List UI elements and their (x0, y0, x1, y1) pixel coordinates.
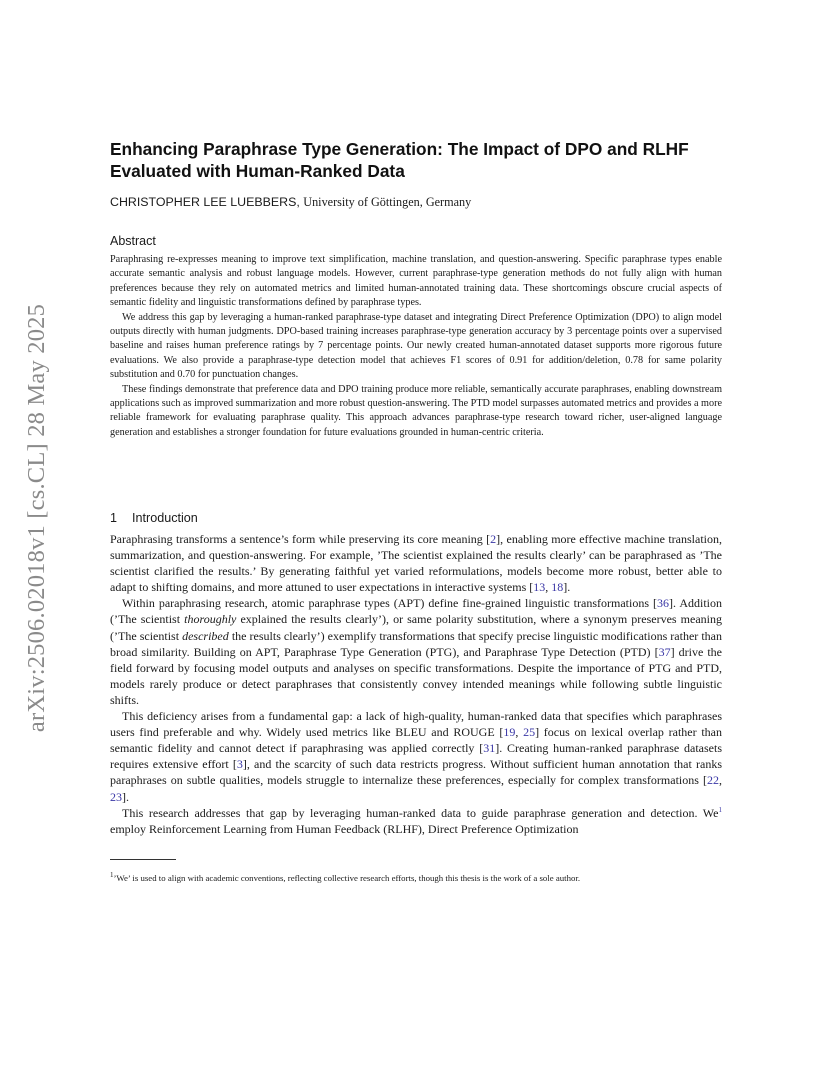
arxiv-identifier: arXiv:2506.02018v1 [cs.CL] 28 May 2025 (23, 303, 50, 733)
citation-link[interactable]: 37 (658, 644, 671, 659)
citation-link[interactable]: 25 (523, 725, 536, 740)
abstract (110, 253, 722, 440)
citation-link[interactable]: 19 (503, 725, 516, 740)
introduction-body (110, 531, 722, 837)
intro-paragraph: This deficiency arises from a fundamental gap: a lack of high-quality, human-ranked data that specifies which paraphrases users find preferable and why. Widely used metrics like BLEU and ROUGE [19, 25] focus on lexical overlap rather than semantic fidelity and cannot detect if paraphrasing was applied correctly [31]. Creating human-ranked paraphrase datasets requires extensive effort [3], and the scarcity of such data restricts progress. Without sufficient human annotation that ranks paraphrases on subtle qualities, models struggle to internalize these preferences, especially for complex transformations [22, 23]. (110, 709, 722, 804)
citation-link[interactable]: 2 (490, 532, 497, 546)
arxiv-stamp (17, 278, 57, 758)
intro-paragraph: Paraphrasing transforms a sentence’s form while preserving its core meaning [2], enabling more effective machine translation, summarization, and question-answering. For example, ’The scientist explained the results clearly’ can be paraphrased as ’The scientist clarified the results.’ By generating faithful yet varied reformulations, models become more robust, better able to adapt to shifting domains, and more attuned to user expectations in interactive systems [13, 18]. (110, 532, 723, 595)
author-affiliation: University of Göttingen, Germany (303, 195, 472, 209)
author-line (110, 194, 471, 210)
citation-link[interactable]: 22 (707, 773, 719, 788)
citation-link[interactable]: 31 (483, 741, 496, 756)
abstract-paragraph: We address this gap by leveraging a human-ranked paraphrase-type dataset and integrating Direct Preference Optimization (DPO) to align model outputs directly with human judgments. DPO-based training increases paraphrase-type generation accuracy by 3 percentage points over a supervised baseline and raises human preference ratings by 7 percentage points. Our newly created human-annotated dataset supports more rigorous future evaluations. We also provide a paraphrase-type detection model that achieves F1 scores of 0.91 for addition/deletion, 0.78 for same polarity substitution and 0.70 for punctuation changes. (110, 311, 722, 381)
footnote (110, 873, 580, 884)
citation-link[interactable]: 23 (110, 789, 122, 804)
intro-paragraph: Within paraphrasing research, atomic paraphrase types (APT) define fine-grained linguistic transformations [36]. Addition (’The scientist thoroughly explained the results clearly’), or same polarity substitution, where a synonym preserves meaning (’The scientist described the results clearly’) exemplify transformations that specify precise linguistic modifications rather than broad similarity. Building on APT, Paraphrase Type Generation (PTG), and Paraphrase Type Detection (PTD) [37] drive the field forward by focusing model outputs and analyses on specific transformations. Despite the importance of PTG and PTD, models rarely produce or detect paraphrases that consistently convey intended meanings while following subtle linguistic shifts. (110, 596, 723, 707)
footnote-text: ’We’ is used to align with academic conventions, reflecting collective research efforts, though this thesis is the work of a sole author. (113, 873, 581, 883)
abstract-heading: Abstract (110, 234, 156, 248)
abstract-paragraph: These findings demonstrate that preference data and DPO training produce more reliable, semantically accurate paraphrases, enabling downstream applications such as improved summarization and more robust question-answering. The PTD model surpasses automated metrics and provides a more reliable framework for evaluating paraphrase quality. This approach advances paraphrase-type research toward richer, user-aligned language generation and establishes a stronger foundation for future evaluations grounded in human-centric criteria. (110, 383, 722, 438)
citation-link[interactable]: 13 (533, 580, 546, 595)
author-name: CHRISTOPHER LEE LUEBBERS, (110, 195, 300, 209)
abstract-paragraph: Paraphrasing re-expresses meaning to improve text simplification, machine translation, and question-answering. Specific paraphrase types enable accurate semantic analysis and robust language models. However, current paraphrase-type generation methods do not fully align with human preferences because they rely on automated metrics and limited human-annotated training data. These shortcomings obscure crucial aspects of semantic fidelity and linguistic transformations defined by paraphrase types. (110, 254, 722, 309)
footnote-number: 1 (110, 871, 114, 880)
paper-title: Enhancing Paraphrase Type Generation: The Impact of DPO and RLHF Evaluated with Human-Ranked Data (110, 139, 689, 181)
footnote-rule (110, 859, 176, 860)
intro-paragraph: This research addresses that gap by leveraging human-ranked data to guide paraphrase generation and detection. We$^1$ employ Reinforcement Learning from Human Feedback (RLHF), Direct Preference Optimization (110, 805, 722, 836)
citation-link[interactable]: 36 (656, 596, 669, 611)
section-number: 1 (110, 511, 118, 525)
citation-link[interactable]: 18 (551, 580, 564, 595)
citation-link[interactable]: 3 (236, 757, 243, 772)
footnote-marker[interactable]: 1 (718, 805, 722, 814)
section-title: Introduction (132, 511, 198, 525)
section-heading-introduction (110, 511, 198, 525)
